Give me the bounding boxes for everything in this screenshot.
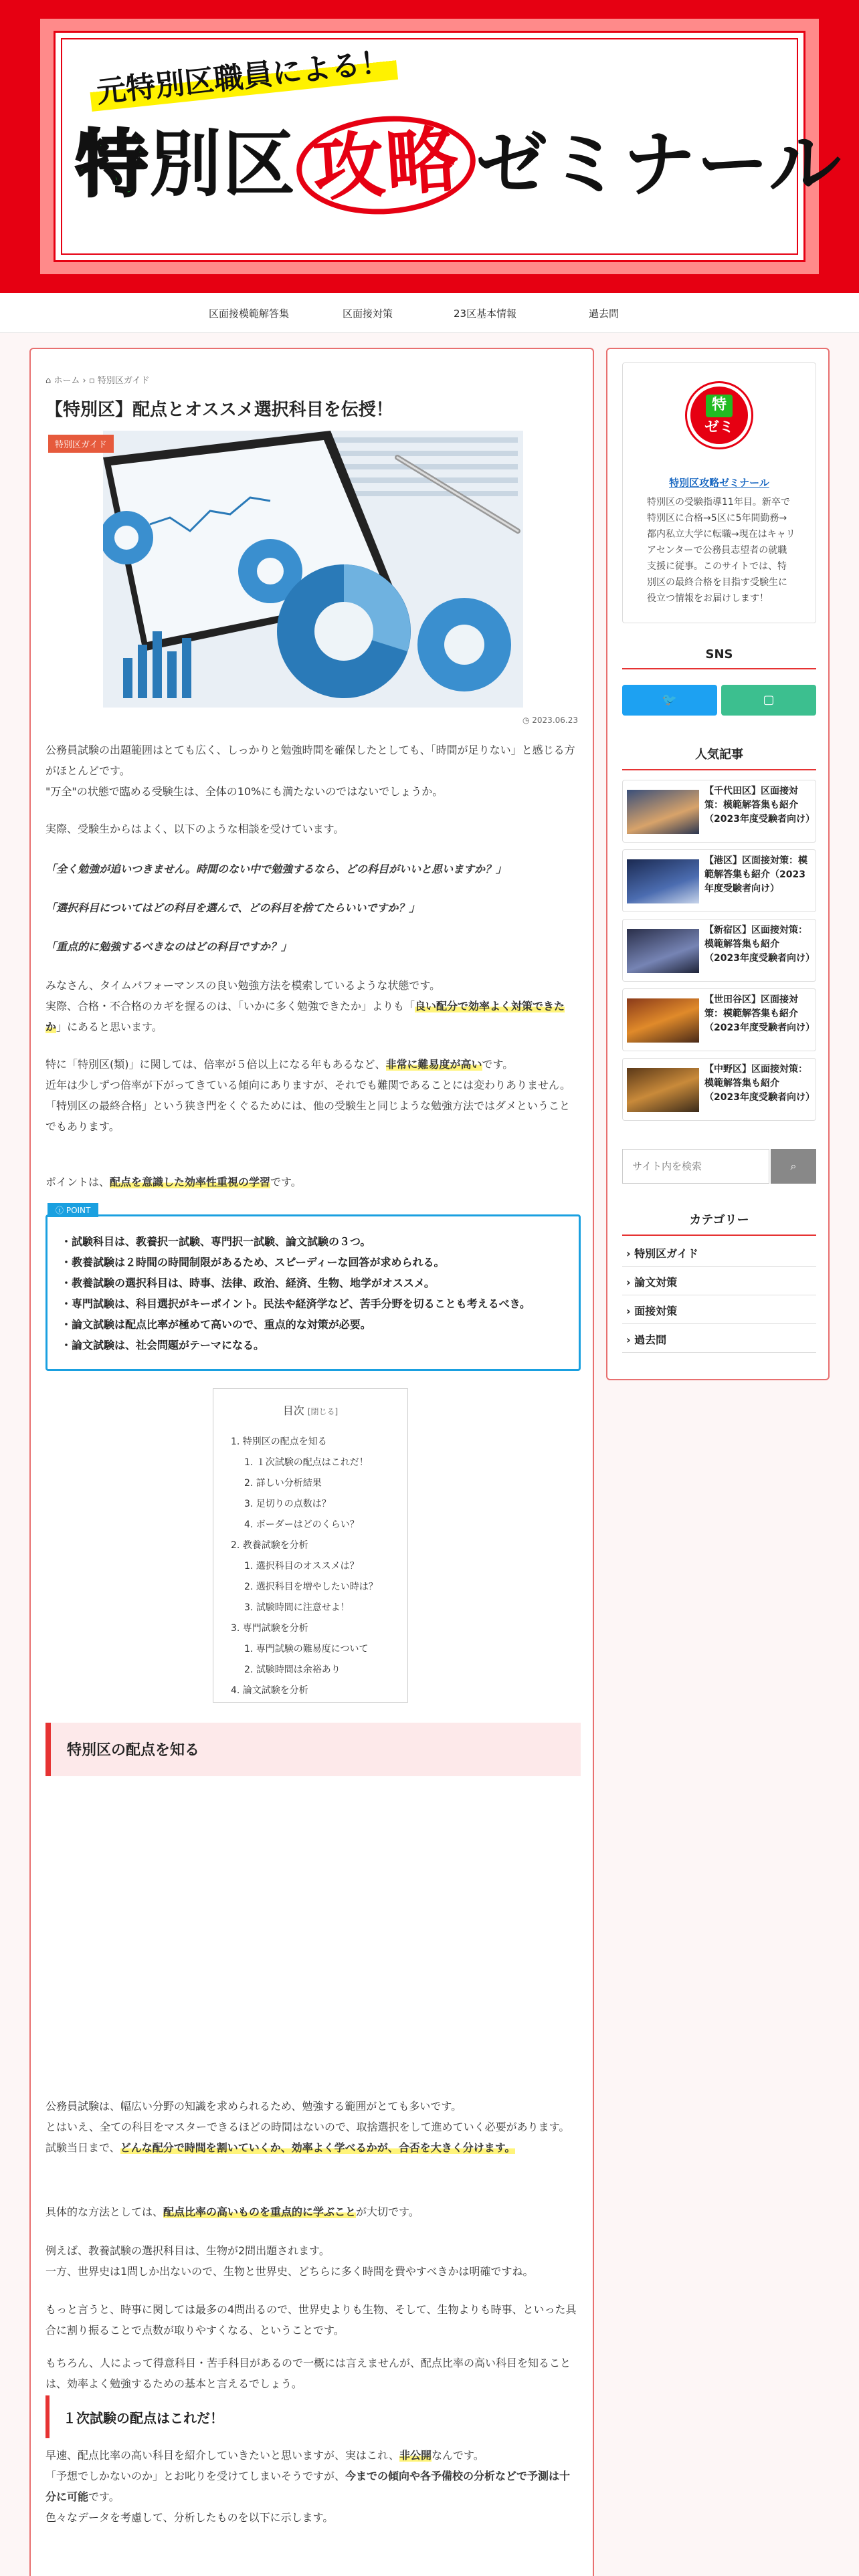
p5-highlight: 配点を意識した効率性重視の学習: [110, 1176, 271, 1188]
popular-article-thumbnail: [627, 998, 699, 1043]
popular-article-thumbnail: [627, 929, 699, 973]
feedly-follow-button[interactable]: [721, 685, 816, 716]
toc-link[interactable]: 3. 試験時間に注意せよ！: [244, 1602, 350, 1613]
s2a-highlight: 非公開: [399, 2449, 432, 2462]
popular-article-thumbnail: [627, 859, 699, 903]
breadcrumb-category[interactable]: 特別区ガイド: [97, 376, 150, 386]
home-icon: ⌂: [45, 376, 54, 386]
p3-pre: 実際、合格・不合格のカギを握るのは、「いかに多く勉強できたか」よりも「: [45, 1000, 415, 1012]
site-search: [622, 1149, 816, 1184]
s1-line: 公務員試験は、幅広い分野の知識を求められるため、勉強する範囲がとても多いです。: [45, 2100, 462, 2113]
s2a-post: なんです。: [431, 2449, 484, 2462]
point-list: [61, 1231, 531, 1356]
profile-description: 特別区の受験指導11年目。新卒で特別区に合格→5区に5年間勤務→都内私立大学に転職→現在はキャリアセンターで公務員志望者の就職支援に従事。このサイトでは、特別区の最終合格を目指す受験生に役立つ情報をお届けします！: [647, 497, 795, 604]
p4-post: です。: [482, 1058, 514, 1071]
popular-article-title: 【新宿区】区面接対策：模範解答集も紹介（2023年度受験者向け）: [704, 925, 815, 964]
point-label-text: POINT: [66, 1206, 91, 1215]
p4-line-3: 「特別区の最終合格」という狭き門をくぐるためには、他の受験生と同じような勉強方法ではダメということでもあります。: [45, 1099, 571, 1133]
paragraph-4: [45, 1054, 579, 1137]
sns-heading: SNS: [622, 647, 816, 669]
breadcrumb: [45, 373, 149, 386]
nav-item-23-wards-info[interactable]: 23区基本情報: [454, 308, 517, 320]
nav-item-interview-prep[interactable]: 区面接対策: [343, 308, 393, 320]
twitter-icon: 🐦: [662, 693, 678, 707]
category-link[interactable]: [622, 1239, 816, 1267]
s1-line: 例えば、教養試験の選択科目は、生物が2問出題されます。: [45, 2244, 330, 2257]
popular-article-thumbnail: [627, 790, 699, 834]
profile-logo: [687, 383, 751, 447]
s2a-pre: 早速、配点比率の高い科目を紹介していきたいと思いますが、実はこれ、: [45, 2449, 399, 2462]
s2-line: 色々なデータを考慮して、分析したものを以下に示します。: [45, 2511, 334, 2524]
global-nav: [0, 293, 859, 333]
subsection-heading: １次試験の配点はこれだ！: [45, 2395, 581, 2438]
s2-line: [45, 2466, 579, 2507]
title-betsuku: 別区: [149, 123, 297, 207]
point-item: ・ 専門試験は、科目選択がキーポイント。民法や経済学など、苦手分野を切ることも考えるべき。: [61, 1293, 531, 1314]
title-char-toku: 特: [76, 123, 150, 207]
p4-line-1: [45, 1054, 579, 1075]
s1-line: とはいえ、全ての科目をマスターできるほどの時間はないので、取捨選択をして進めていく必要があります。: [45, 2121, 570, 2133]
p3-line-1: みなさん、タイムパフォーマンスの良い勉強方法を模索しているような状態です。: [45, 979, 441, 992]
p3-line-2: [45, 996, 579, 1037]
popular-article-card[interactable]: [622, 988, 816, 1051]
site-logo-title[interactable]: [76, 106, 842, 214]
s2b-pre: 「予想でしかないのか」とお叱りを受けてしまいそうですが、: [45, 2470, 346, 2482]
profile-widget: [622, 362, 816, 623]
toc-link[interactable]: 3. 足切りの点数は？: [244, 1499, 331, 1509]
subsection-paragraph: [45, 2445, 579, 2528]
nav-item-past-exams[interactable]: 過去問: [589, 308, 619, 320]
intro-line-2: "万全"の状態で臨める受験生は、全体の10%にも満たないのではないでしょうか。: [45, 785, 444, 798]
feedly-icon: ▢: [763, 693, 775, 707]
article-title: 【特別区】配点とオススメ選択科目を伝授！: [45, 400, 393, 420]
s2-line: [45, 2445, 579, 2466]
s1-line: [45, 2137, 579, 2158]
s1d-highlight: 配点比率の高いものを重点的に学ぶこと: [163, 2206, 357, 2218]
toc-link[interactable]: 2. 教養試験を分析: [231, 1540, 308, 1551]
toc-link[interactable]: 4. ボーダーはどのくらい？: [244, 1519, 359, 1530]
toc-link[interactable]: 1. 専門試験の難易度について: [244, 1644, 369, 1654]
clock-icon: ◷: [522, 716, 533, 725]
popular-article-card[interactable]: [622, 919, 816, 982]
toc-link[interactable]: 1. １次試験の配点はこれだ！: [244, 1457, 369, 1468]
question-2: 「選択科目についてはどの科目を選んで、どの科目を捨てたらいいですか？」: [45, 901, 420, 914]
article-eyecatch-image: [103, 431, 523, 708]
title-kouryaku: 攻略: [293, 110, 479, 220]
post-date: [522, 716, 578, 725]
search-icon: ⌕: [790, 1160, 797, 1172]
toc-link[interactable]: 4. 論文試験を分析: [231, 1685, 308, 1696]
popular-article-thumbnail: [627, 1068, 699, 1112]
category-heading: カテゴリー: [622, 1210, 816, 1236]
p4-line-2: 近年は少しずつ倍率が下がってきている傾向にありますが、それでも難関であることには変わりありません。: [45, 1079, 571, 1091]
s1-line: 一方、世界史は1問しか出ないので、生物と世界史、どちらに多く時間を費やすべきかは明確ですね。: [45, 2265, 534, 2278]
info-icon: ⓘ: [56, 1206, 66, 1215]
toc-toggle[interactable]: [閉じる]: [307, 1407, 339, 1416]
section1-paragraph-3: [45, 2240, 579, 2282]
site-header[interactable]: [0, 0, 859, 293]
search-input[interactable]: [622, 1149, 769, 1184]
point-box: [45, 1206, 581, 1371]
intro-line-1: 公務員試験の出題範囲はとても広く、しっかりと勉強時間を確保したとしても、「時間が足りない」と感じる方がほとんどです。: [45, 744, 575, 777]
category-label: 面接対策: [634, 1305, 678, 1317]
chevron-right-icon: ›: [626, 1333, 635, 1346]
s1d-pre: 具体的な方法としては、: [45, 2206, 164, 2218]
intro-paragraph: [45, 740, 579, 802]
profile-name-link[interactable]: 特別区攻略ゼミナール: [669, 477, 769, 489]
popular-article-title: 【中野区】区面接対策：模範解答集も紹介（2023年度受験者向け）: [704, 1064, 815, 1103]
question-1: 「全く勉強が追いつきません。時間のない中で勉強するなら、どの科目がいいと思いますか？」: [45, 863, 506, 875]
tablet-chart-illustration: [103, 431, 523, 708]
logo-top-text: 特: [706, 395, 733, 417]
popular-article-title: 【千代田区】区面接対策：模範解答集も紹介（2023年度受験者向け）: [704, 786, 815, 825]
article-card: [29, 348, 594, 2576]
toc-link[interactable]: 1. 特別区の配点を知る: [231, 1436, 327, 1447]
section1-paragraph-4: もっと言うと、時事に関しては最多の4問出るので、世界史よりも生物、そして、生物よりも時事、といった具合に割り振ることで点数が取りやすくなる、ということです。: [45, 2303, 577, 2337]
header-banner-frame: [40, 19, 842, 274]
point-label: [47, 1203, 98, 1217]
logo-bottom-text: ゼミ: [704, 419, 734, 436]
chevron-right-icon: ›: [626, 1276, 635, 1289]
popular-article-card[interactable]: [622, 849, 816, 912]
s2b-bold: 今までの傾向や各予備校の分析などで予測は十分に可能: [45, 2470, 571, 2503]
paragraph-3: [45, 975, 579, 1037]
chevron-right-icon: ›: [82, 376, 89, 386]
s1c-pre: 試験当日まで、: [45, 2141, 120, 2154]
search-button[interactable]: [771, 1149, 816, 1184]
question-3: 「重点的に勉強するべきなのはどの科目ですか？」: [45, 940, 292, 953]
s2b-post: です。: [88, 2490, 120, 2503]
popular-article-card[interactable]: [622, 1058, 816, 1121]
popular-article-title: 【世田谷区】区面接対策：模範解答集も紹介（2023年度受験者向け）: [704, 994, 815, 1033]
title-seminar: ゼミナール: [476, 123, 842, 207]
p3-post: 」にあると思います。: [56, 1021, 163, 1033]
post-date-text: 2023.06.23: [532, 716, 578, 725]
chevron-right-icon: ›: [626, 1247, 635, 1260]
consult-intro: 実際、受験生からはよく、以下のような相談を受けています。: [45, 823, 345, 835]
nav-item-interview-answers[interactable]: 区面接模範解答集: [209, 308, 290, 320]
category-label: 特別区ガイド: [634, 1247, 698, 1260]
category-label: 論文対策: [634, 1276, 678, 1289]
twitter-follow-button[interactable]: [622, 685, 717, 716]
toc-link[interactable]: 2. 選択科目を増やしたい時は？: [244, 1582, 378, 1592]
breadcrumb-home[interactable]: ホーム: [54, 376, 80, 386]
point-item: ・ 論文試験は、社会問題がテーマになる。: [61, 1335, 531, 1356]
paragraph-5: [45, 1172, 579, 1192]
toc-link[interactable]: 2. 詳しい分析結果: [244, 1478, 322, 1489]
table-of-contents: [213, 1388, 408, 1703]
folder-icon: ▫: [88, 376, 98, 386]
section1-paragraph-5: もちろん、人によって得意科目・苦手科目があるので一概には言えませんが、配点比率の高い科目を知ることは、効率よく勉強するための基本と言えるでしょう。: [45, 2357, 571, 2390]
popular-heading: 人気記事: [622, 745, 816, 770]
popular-article-card[interactable]: [622, 780, 816, 843]
p3-highlight: 良い配分で効率よく対策できたか: [45, 1000, 565, 1033]
toc-link[interactable]: 2. 試験時間は余裕あり: [244, 1665, 341, 1675]
point-item: ・ 論文試験は配点比率が極めて高いので、重点的な対策が必要。: [61, 1314, 531, 1335]
chevron-right-icon: ›: [626, 1305, 635, 1317]
toc-link[interactable]: 3. 専門試験を分析: [231, 1623, 308, 1634]
category-link[interactable]: [622, 1267, 816, 1295]
sidebar: [606, 348, 830, 1380]
section-heading: 特別区の配点を知る: [45, 1723, 581, 1776]
p5-post: です。: [270, 1176, 302, 1188]
p5-pre: ポイントは、: [45, 1176, 110, 1188]
point-item: ・ 試験科目は、教養択一試験、専門択一試験、論文試験の３つ。: [61, 1231, 531, 1252]
header-subtitle: 元特別区職員による！: [88, 37, 398, 112]
section1-paragraph-2: [45, 2202, 579, 2222]
toc-title: 目次: [282, 1404, 304, 1417]
popular-article-title: 【港区】区面接対策：模範解答集も紹介（2023年度受験者向け）: [704, 855, 807, 894]
point-item: ・ 教養試験は２時間の時間制限があるため、スピーディーな回答が求められる。: [61, 1252, 531, 1273]
category-link[interactable]: [622, 1325, 816, 1353]
toc-link[interactable]: 1. 選択科目のオススメは？: [244, 1561, 359, 1572]
p4-pre: 特に「特別区(類)」に関しては、倍率が５倍以上になる年もあるなど、: [45, 1058, 386, 1071]
toc-header: [213, 1402, 407, 1418]
s1d-post: が大切です。: [356, 2206, 419, 2218]
section1-paragraph-1: [45, 2096, 579, 2158]
category-label: 過去問: [634, 1333, 667, 1346]
category-tag[interactable]: 特別区ガイド: [48, 435, 114, 453]
p4-highlight: 非常に難易度が高い: [385, 1058, 482, 1071]
point-item: ・ 教養試験の選択科目は、時事、法律、政治、経済、生物、地学がオススメ。: [61, 1273, 531, 1293]
s1c-highlight: どんな配分で時間を割いていくか、効率よく学べるかが、合否を大きく分けます。: [120, 2141, 516, 2154]
category-link[interactable]: [622, 1296, 816, 1324]
header-banner: [54, 31, 842, 262]
